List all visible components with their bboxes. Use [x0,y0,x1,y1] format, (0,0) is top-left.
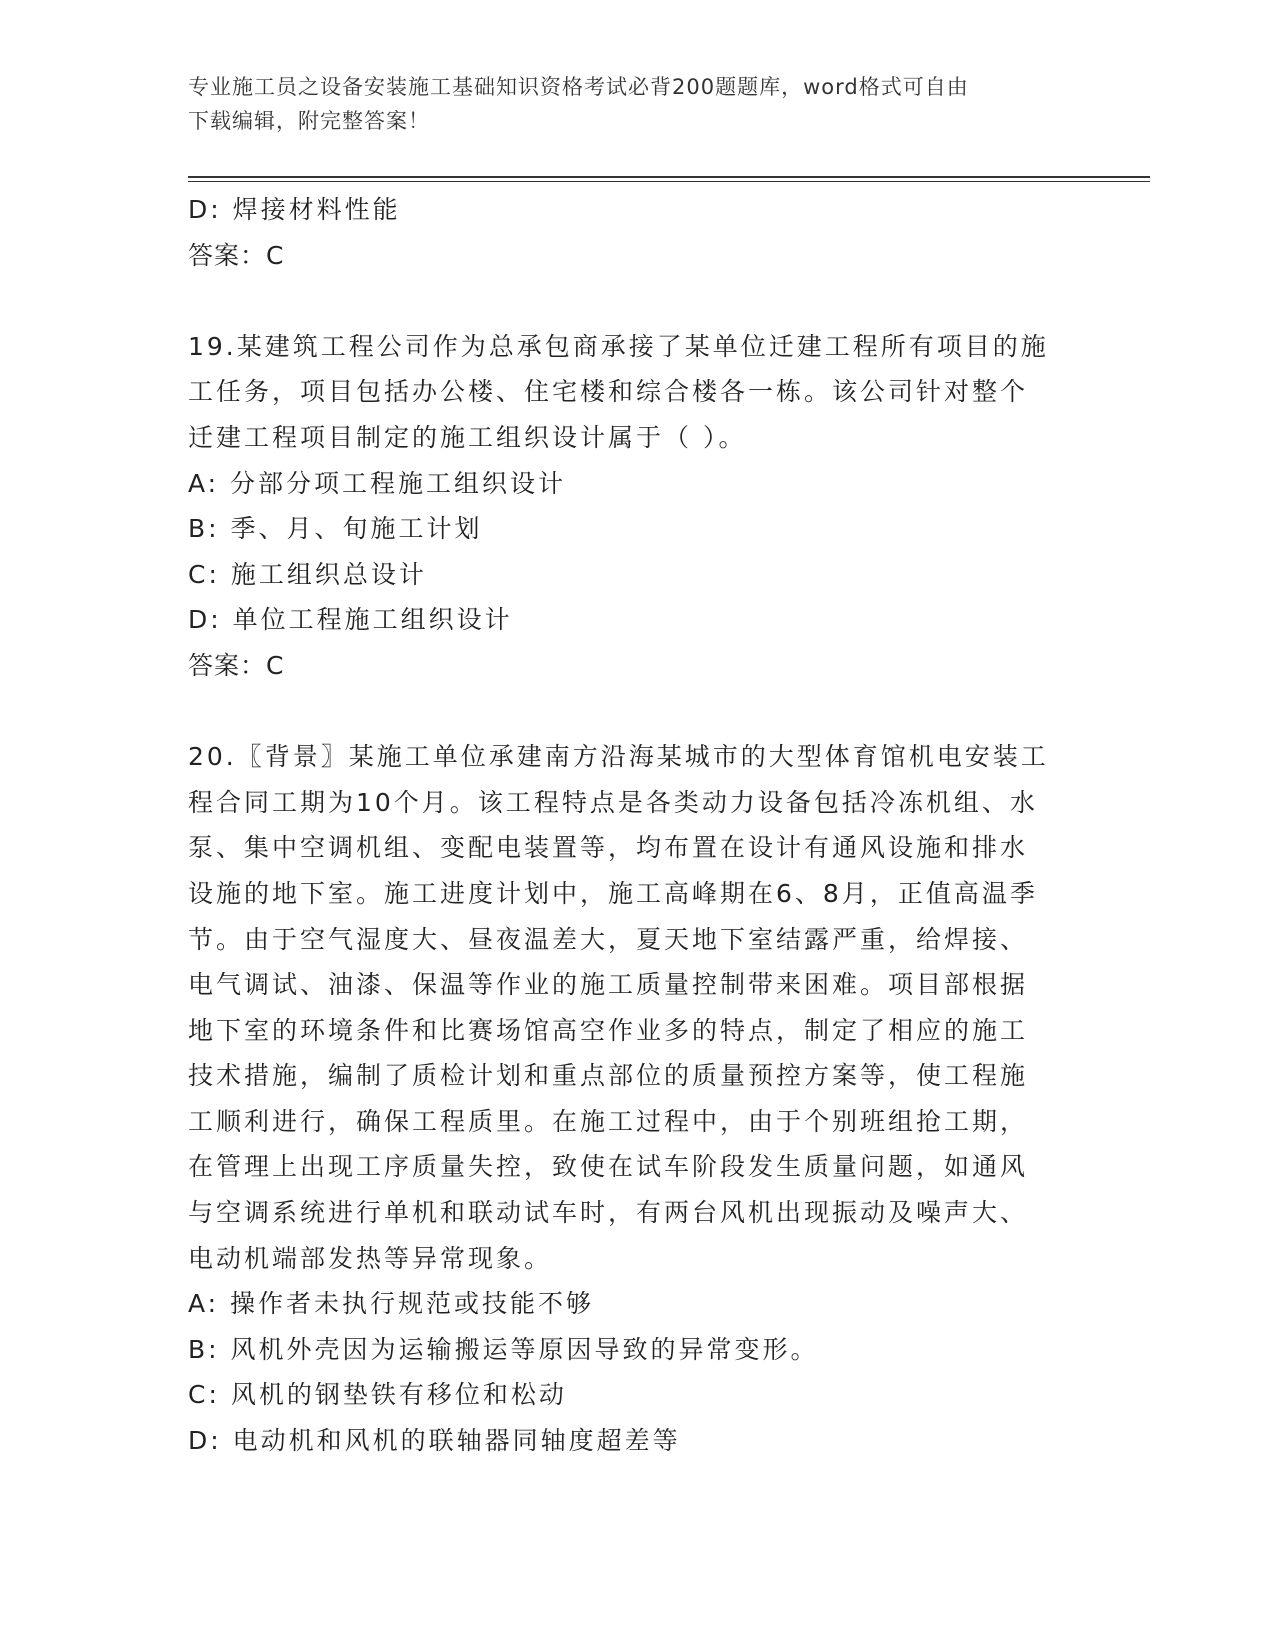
q19-answer: 答案：C [188,650,285,680]
q20-stem-line-8: 技术措施，编制了质检计划和重点部位的质量预控方案等，使工程施 [188,1061,1029,1091]
q20-stem-line-1: 20.〖背景〗某施工单位承建南方沿海某城市的大型体育馆机电安装工 [188,742,1049,772]
spacer [188,278,1073,324]
q20-stem-line-5: 节。由于空气湿度大、昼夜温差大，夏天地下室结露严重，给焊接、 [188,924,1029,954]
q20-stem-line-4: 设施的地下室。施工进度计划中，施工高峰期在6、8月，正值高温季 [188,878,1038,908]
q20-stem-line-2: 程合同工期为10个月。该工程特点是各类动力设备包括冷冻机组、水 [188,787,1038,817]
q19-stem-line-1: 19.某建筑工程公司作为总承包商承接了某单位迁建工程所有项目的施 [188,331,1049,361]
prev-option-d: D: 焊接材料性能 [188,195,401,224]
q20-option-d: D: 电动机和风机的联轴器同轴度超差等 [188,1426,681,1456]
header-line-2: 下载编辑，附完整答案！ [188,109,430,133]
q20-option-c: C: 风机的钢垫铁有移位和松动 [188,1380,567,1410]
q20-stem-line-12: 电动机端部发热等异常现象。 [188,1243,553,1273]
prev-question-tail [188,187,1073,278]
q19-stem-line-2: 工任务，项目包括办公楼、住宅楼和综合楼各一栋。该公司针对整个 [188,377,1029,407]
q20-stem-line-11: 与空调系统进行单机和联动试车时，有两台风机出现振动及噪声大、 [188,1198,1029,1228]
q19-option-a: A: 分部分项工程施工组织设计 [188,468,567,498]
document-body [188,187,1073,1464]
q19-option-d: D: 单位工程施工组织设计 [188,605,513,635]
q19-option-c: C: 施工组织总设计 [188,559,427,589]
q20-option-b: B: 风机外壳因为运输搬运等原因导致的异常变形。 [188,1334,819,1364]
header-divider-thin [188,181,1150,182]
q20-stem-line-10: 在管理上出现工序质量失控，致使在试车阶段发生质量问题，如通风 [188,1152,1029,1182]
q20-stem-line-3: 泵、集中空调机组、变配电装置等，均布置在设计有通风设施和排水 [188,833,1029,863]
header-divider-thick [188,176,1150,178]
document-header [188,70,1068,138]
q19-stem-line-3: 迁建工程项目制定的施工组织设计属于（ ）。 [188,422,747,452]
q20-stem-line-7: 地下室的环境条件和比赛场馆高空作业多的特点，制定了相应的施工 [188,1015,1029,1045]
q20-option-a: A: 操作者未执行规范或技能不够 [188,1289,595,1319]
header-line-1: 专业施工员之设备安装施工基础知识资格考试必背200题题库，word格式可自由 [188,75,969,99]
q19-option-b: B: 季、月、旬施工计划 [188,514,483,544]
q20-stem-line-6: 电气调试、油漆、保温等作业的施工质量控制带来困难。项目部根据 [188,970,1029,1000]
spacer [188,689,1073,735]
prev-answer: 答案：C [188,240,285,270]
question-20 [188,734,1073,1464]
q20-stem-line-9: 工顺利进行，确保工程质里。在施工过程中，由于个别班组抢工期， [188,1106,1029,1136]
question-19 [188,324,1073,689]
